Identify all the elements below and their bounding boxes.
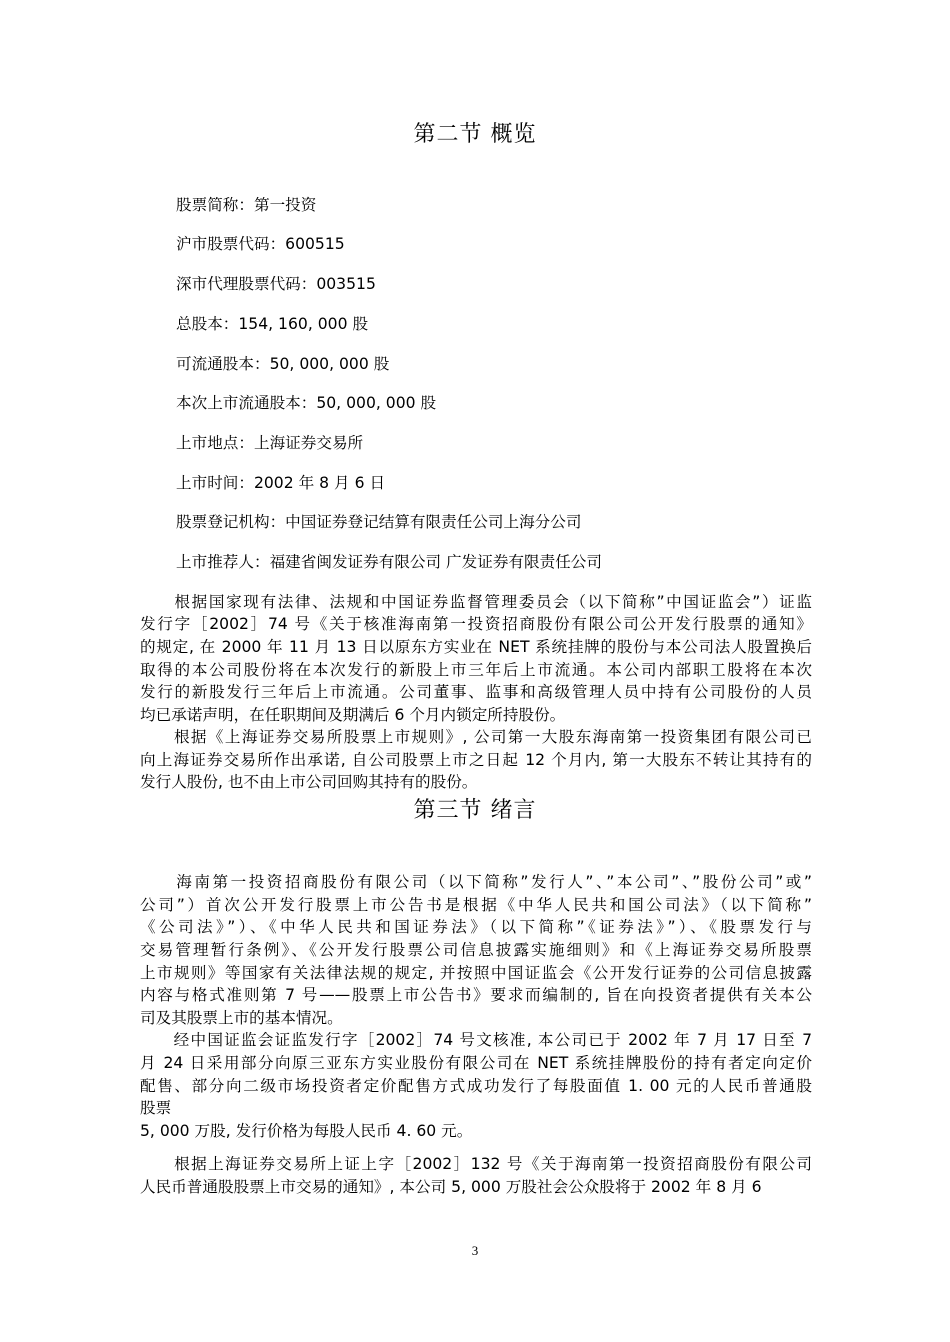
text-line: 人民币普通股股票上市交易的通知》, 本公司 5, 000 万股社会公众股将于 2002 年 8 月 6 [140, 1178, 762, 1196]
overview-field: 上市时间：2002 年 8 月 6 日 [176, 474, 386, 492]
text-line: 5, 000 万股, 发行价格为每股人民币 4. 60 元。 [140, 1122, 473, 1140]
text-line: 根据国家现有法律、法规和中国证券监督管理委员会（以下简称”中国证监会”）证监 [140, 593, 812, 611]
overview-field: 本次上市流通股本：50, 000, 000 股 [176, 394, 437, 412]
overview-field: 股票登记机构：中国证券登记结算有限责任公司上海分公司 [176, 513, 582, 531]
text-line: 的规定, 在 2000 年 11 月 13 日以原东方实业在 NET 系统挂牌的股份与本公司法人股置换后 [140, 638, 812, 656]
text-line: 根据上海证券交易所上证上字［2002］132 号《关于海南第一投资招商股份有限公司 [140, 1155, 812, 1173]
text-line: 股票 [140, 1099, 172, 1117]
text-line: 公司”）首次公开发行股票上市公告书是根据《中华人民共和国公司法》（以下简称” [140, 896, 812, 914]
text-line: 海南第一投资招商股份有限公司（以下简称”发行人”、”本公司”、”股份公司”或” [140, 873, 812, 891]
overview-field: 深市代理股票代码：003515 [176, 275, 376, 293]
text-line: 配售、部分向二级市场投资者定价配售方式成功发行了每股面值 1. 00 元的人民币普通股 [140, 1077, 812, 1095]
text-line: 上市规则》等国家有关法律法规的规定, 并按照中国证监会《公开发行证券的公司信息披露 [140, 964, 812, 982]
text-line: 向上海证券交易所作出承诺, 自公司股票上市之日起 12 个月内, 第一大股东不转让其持有的 [140, 751, 812, 769]
text-line: 内容与格式准则第 7 号——股票上市公告书》要求而编制的, 旨在向投资者提供有关本公 [140, 986, 812, 1004]
overview-field: 上市地点：上海证券交易所 [176, 434, 364, 452]
overview-field: 沪市股票代码：600515 [176, 235, 345, 253]
text-line: 根据《上海证券交易所股票上市规则》, 公司第一大股东海南第一投资集团有限公司已 [140, 728, 812, 746]
text-line: 发行字［2002］74 号《关于核准海南第一投资招商股份有限公司公开发行股票的通知》 [140, 615, 812, 633]
section-title-overview: 第二节 概览 [413, 122, 537, 147]
text-line: 发行的新股发行三年后上市流通。公司董事、监事和高级管理人员中持有公司股份的人员 [140, 683, 812, 701]
overview-field: 股票简称：第一投资 [176, 196, 317, 214]
text-line: 取得的本公司股份将在本次发行的新股上市三年后上市流通。本公司内部职工股将在本次 [140, 661, 812, 679]
text-line: 经中国证监会证监发行字［2002］74 号文核准, 本公司已于 2002 年 7 月 17 日至 7 [140, 1031, 812, 1049]
overview-field: 可流通股本：50, 000, 000 股 [176, 355, 390, 373]
text-line: 月 24 日采用部分向原三亚东方实业股份有限公司在 NET 系统挂牌股份的持有者定向定价 [140, 1054, 812, 1072]
overview-field: 上市推荐人：福建省闽发证券有限公司 广发证券有限责任公司 [176, 553, 602, 571]
text-line: 均已承诺声明，在任职期间及期满后 6 个月内锁定所持股份。 [140, 706, 566, 724]
text-line: 交易管理暂行条例》、《公开发行股票公司信息披露实施细则》和《上海证券交易所股票 [140, 941, 812, 959]
text-line: 《公司法》”）、《中华人民共和国证券法》（以下简称”《证券法》”）、《股票发行与 [140, 918, 812, 936]
section-title-introduction: 第三节 绪言 [413, 798, 537, 823]
text-line: 发行人股份, 也不由上市公司回购其持有的股份。 [140, 773, 478, 791]
page-number: 3 [471, 1243, 479, 1258]
text-line: 司及其股票上市的基本情况。 [140, 1009, 343, 1027]
overview-field: 总股本：154, 160, 000 股 [176, 315, 369, 333]
